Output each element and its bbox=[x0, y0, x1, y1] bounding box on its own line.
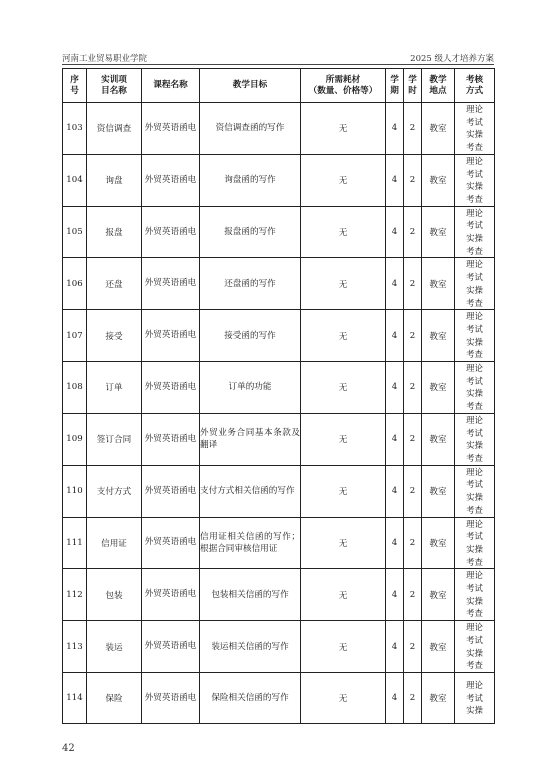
hours: 2 bbox=[404, 569, 422, 621]
assessment-method-line: 考试 bbox=[466, 583, 483, 594]
assessment-method-line: 考试 bbox=[466, 531, 483, 542]
training-item: 报盘 bbox=[87, 206, 142, 258]
table-row bbox=[63, 413, 495, 465]
assessment-method-line: 理论 bbox=[466, 259, 483, 270]
assessment-method bbox=[455, 672, 495, 723]
table-row bbox=[63, 103, 495, 155]
row-number: 113 bbox=[63, 621, 87, 673]
assessment-method-line: 实操 bbox=[466, 129, 483, 140]
assessment-method-line: 考查 bbox=[466, 245, 483, 256]
location: 教室 bbox=[422, 517, 455, 569]
training-item: 询盘 bbox=[87, 154, 142, 206]
assessment-method-line: 考查 bbox=[466, 349, 483, 360]
assessment-method-line: 实操 bbox=[466, 543, 483, 554]
hours: 2 bbox=[404, 206, 422, 258]
training-item: 还盘 bbox=[87, 258, 142, 310]
semester: 4 bbox=[386, 362, 404, 414]
course-name: 外贸英语函电 bbox=[142, 569, 200, 621]
hours: 2 bbox=[404, 362, 422, 414]
semester: 4 bbox=[386, 154, 404, 206]
teaching-goal: 外贸业务合同基本条款及翻译 bbox=[200, 413, 301, 465]
assessment-method bbox=[455, 621, 495, 673]
row-number: 105 bbox=[63, 206, 87, 258]
row-number: 104 bbox=[63, 154, 87, 206]
assessment-method-line: 考查 bbox=[466, 401, 483, 412]
location: 教室 bbox=[422, 258, 455, 310]
hours: 2 bbox=[404, 258, 422, 310]
hours: 2 bbox=[404, 517, 422, 569]
semester: 4 bbox=[386, 206, 404, 258]
semester: 4 bbox=[386, 517, 404, 569]
semester: 4 bbox=[386, 258, 404, 310]
location: 教室 bbox=[422, 569, 455, 621]
course-name: 外贸英语函电 bbox=[142, 517, 200, 569]
materials: 无 bbox=[301, 362, 386, 414]
assessment-method-line: 考试 bbox=[466, 479, 483, 490]
course-name: 外贸英语函电 bbox=[142, 103, 200, 155]
assessment-method-line: 实操 bbox=[466, 284, 483, 295]
row-number: 109 bbox=[63, 413, 87, 465]
assessment-method bbox=[455, 413, 495, 465]
training-item: 装运 bbox=[87, 621, 142, 673]
teaching-goal: 询盘函的写作 bbox=[200, 154, 301, 206]
teaching-goal: 订单的功能 bbox=[200, 362, 301, 414]
training-table bbox=[62, 68, 495, 724]
semester: 4 bbox=[386, 569, 404, 621]
location: 教室 bbox=[422, 206, 455, 258]
location: 教室 bbox=[422, 310, 455, 362]
hours: 2 bbox=[404, 154, 422, 206]
assessment-method-line: 理论 bbox=[466, 570, 483, 581]
training-item: 支付方式 bbox=[87, 465, 142, 517]
assessment-method-line: 实操 bbox=[466, 705, 483, 716]
page-number: 42 bbox=[62, 743, 75, 754]
location: 教室 bbox=[422, 465, 455, 517]
assessment-method-line: 考查 bbox=[466, 556, 483, 567]
location: 教室 bbox=[422, 621, 455, 673]
row-number: 106 bbox=[63, 258, 87, 310]
assessment-method bbox=[455, 362, 495, 414]
assessment-method-line: 理论 bbox=[466, 466, 483, 477]
assessment-method bbox=[455, 465, 495, 517]
assessment-method bbox=[455, 310, 495, 362]
teaching-goal: 还盘函的写作 bbox=[200, 258, 301, 310]
materials: 无 bbox=[301, 621, 386, 673]
header-rule bbox=[62, 64, 494, 65]
course-name: 外贸英语函电 bbox=[142, 206, 200, 258]
col-header-hours: 学 时 bbox=[404, 69, 422, 103]
materials: 无 bbox=[301, 103, 386, 155]
assessment-method bbox=[455, 154, 495, 206]
document-title: 2025 级人才培养方案 bbox=[410, 54, 494, 64]
materials: 无 bbox=[301, 413, 386, 465]
row-number: 114 bbox=[63, 672, 87, 723]
table-header-row bbox=[63, 69, 495, 103]
semester: 4 bbox=[386, 310, 404, 362]
course-name: 外贸英语函电 bbox=[142, 258, 200, 310]
course-name: 外贸英语函电 bbox=[142, 362, 200, 414]
row-number: 112 bbox=[63, 569, 87, 621]
training-item: 订单 bbox=[87, 362, 142, 414]
course-name: 外贸英语函电 bbox=[142, 154, 200, 206]
assessment-method-line: 实操 bbox=[466, 388, 483, 399]
hours: 2 bbox=[404, 310, 422, 362]
assessment-method bbox=[455, 517, 495, 569]
col-header-item: 实训项 目名称 bbox=[87, 69, 142, 103]
assessment-method-line: 实操 bbox=[466, 440, 483, 451]
assessment-method-line: 实操 bbox=[466, 336, 483, 347]
assessment-method bbox=[455, 258, 495, 310]
assessment-method-line: 理论 bbox=[466, 414, 483, 425]
materials: 无 bbox=[301, 258, 386, 310]
training-item: 包装 bbox=[87, 569, 142, 621]
table-row bbox=[63, 672, 495, 723]
materials: 无 bbox=[301, 517, 386, 569]
assessment-method-line: 考试 bbox=[466, 634, 483, 645]
teaching-goal: 信用证相关信函的写作；根据合同审核信用证 bbox=[200, 517, 301, 569]
col-header-location: 教学 地点 bbox=[422, 69, 455, 103]
training-item: 接受 bbox=[87, 310, 142, 362]
row-number: 103 bbox=[63, 103, 87, 155]
assessment-method-line: 实操 bbox=[466, 647, 483, 658]
assessment-method-line: 实操 bbox=[466, 595, 483, 606]
assessment-method-line: 理论 bbox=[466, 622, 483, 633]
assessment-method bbox=[455, 103, 495, 155]
assessment-method-line: 考试 bbox=[466, 692, 483, 703]
training-item: 信用证 bbox=[87, 517, 142, 569]
course-name: 外贸英语函电 bbox=[142, 672, 200, 723]
assessment-method-line: 理论 bbox=[466, 518, 483, 529]
row-number: 108 bbox=[63, 362, 87, 414]
assessment-method-line: 考试 bbox=[466, 375, 483, 386]
col-header-method: 考核 方式 bbox=[455, 69, 495, 103]
hours: 2 bbox=[404, 621, 422, 673]
teaching-goal: 保险相关信函的写作 bbox=[200, 672, 301, 723]
assessment-method-line: 实操 bbox=[466, 233, 483, 244]
col-header-materials: 所需耗材 （数量、价格等） bbox=[301, 69, 386, 103]
assessment-method bbox=[455, 569, 495, 621]
institution-name: 河南工业贸易职业学院 bbox=[62, 54, 148, 64]
col-header-goal: 教学目标 bbox=[200, 69, 301, 103]
location: 教室 bbox=[422, 413, 455, 465]
semester: 4 bbox=[386, 672, 404, 723]
semester: 4 bbox=[386, 465, 404, 517]
table-row bbox=[63, 621, 495, 673]
assessment-method-line: 考查 bbox=[466, 193, 483, 204]
course-name: 外贸英语函电 bbox=[142, 413, 200, 465]
hours: 2 bbox=[404, 465, 422, 517]
location: 教室 bbox=[422, 154, 455, 206]
row-number: 110 bbox=[63, 465, 87, 517]
course-name: 外贸英语函电 bbox=[142, 310, 200, 362]
materials: 无 bbox=[301, 465, 386, 517]
location: 教室 bbox=[422, 672, 455, 723]
training-item: 保险 bbox=[87, 672, 142, 723]
assessment-method-line: 理论 bbox=[466, 311, 483, 322]
training-item: 资信调查 bbox=[87, 103, 142, 155]
teaching-goal: 装运相关信函的写作 bbox=[200, 621, 301, 673]
assessment-method bbox=[455, 206, 495, 258]
course-name: 外贸英语函电 bbox=[142, 465, 200, 517]
hours: 2 bbox=[404, 672, 422, 723]
training-item: 签订合同 bbox=[87, 413, 142, 465]
table-row bbox=[63, 258, 495, 310]
location: 教室 bbox=[422, 362, 455, 414]
table-row bbox=[63, 465, 495, 517]
materials: 无 bbox=[301, 206, 386, 258]
materials: 无 bbox=[301, 154, 386, 206]
hours: 2 bbox=[404, 413, 422, 465]
assessment-method-line: 理论 bbox=[466, 363, 483, 374]
materials: 无 bbox=[301, 569, 386, 621]
assessment-method-line: 理论 bbox=[466, 679, 483, 690]
table-row bbox=[63, 362, 495, 414]
assessment-method-line: 理论 bbox=[466, 155, 483, 166]
assessment-method-line: 实操 bbox=[466, 181, 483, 192]
table-row bbox=[63, 517, 495, 569]
semester: 4 bbox=[386, 621, 404, 673]
assessment-method-line: 实操 bbox=[466, 492, 483, 503]
assessment-method-line: 考查 bbox=[466, 660, 483, 671]
col-header-semester: 学 期 bbox=[386, 69, 404, 103]
assessment-method-line: 考查 bbox=[466, 297, 483, 308]
materials: 无 bbox=[301, 310, 386, 362]
semester: 4 bbox=[386, 413, 404, 465]
assessment-method-line: 考查 bbox=[466, 608, 483, 619]
assessment-method-line: 理论 bbox=[466, 104, 483, 114]
table-row bbox=[63, 310, 495, 362]
assessment-method-line: 考查 bbox=[466, 142, 483, 153]
teaching-goal: 报盘函的写作 bbox=[200, 206, 301, 258]
semester: 4 bbox=[386, 103, 404, 155]
assessment-method-line: 考试 bbox=[466, 272, 483, 283]
hours: 2 bbox=[404, 103, 422, 155]
row-number: 111 bbox=[63, 517, 87, 569]
teaching-goal: 包装相关信函的写作 bbox=[200, 569, 301, 621]
assessment-method-line: 考试 bbox=[466, 116, 483, 127]
table-row bbox=[63, 206, 495, 258]
table-row bbox=[63, 154, 495, 206]
teaching-goal: 资信调查函的写作 bbox=[200, 103, 301, 155]
teaching-goal: 接受函的写作 bbox=[200, 310, 301, 362]
row-number: 107 bbox=[63, 310, 87, 362]
teaching-goal: 支付方式相关信函的写作 bbox=[200, 465, 301, 517]
assessment-method-line: 考试 bbox=[466, 427, 483, 438]
location: 教室 bbox=[422, 103, 455, 155]
table-row bbox=[63, 569, 495, 621]
col-header-course: 课程名称 bbox=[142, 69, 200, 103]
materials: 无 bbox=[301, 672, 386, 723]
assessment-method-line: 考查 bbox=[466, 504, 483, 515]
assessment-method-line: 考试 bbox=[466, 220, 483, 231]
course-name: 外贸英语函电 bbox=[142, 621, 200, 673]
assessment-method-line: 考试 bbox=[466, 323, 483, 334]
assessment-method-line: 考试 bbox=[466, 168, 483, 179]
assessment-method-line: 考查 bbox=[466, 452, 483, 463]
col-header-no: 序 号 bbox=[63, 69, 87, 103]
assessment-method-line: 理论 bbox=[466, 207, 483, 218]
